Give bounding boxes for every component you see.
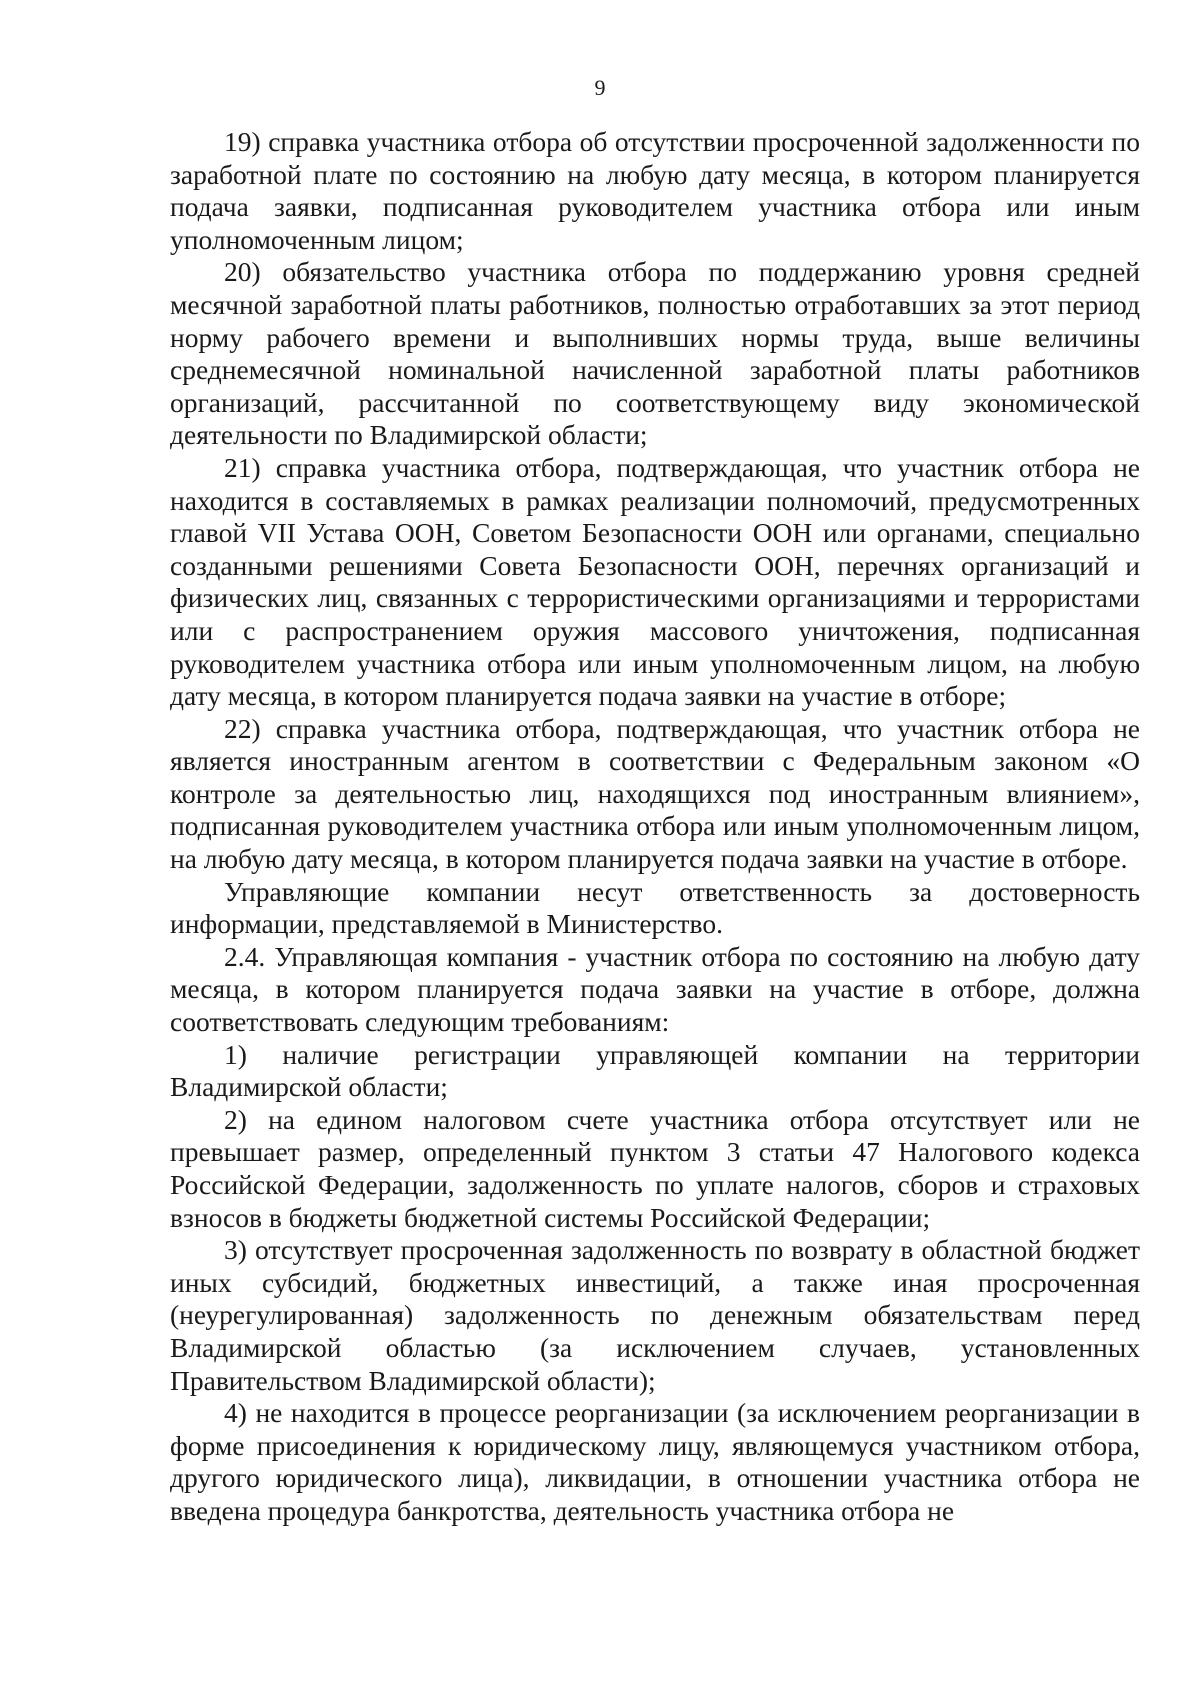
paragraph-item-21: 21) справка участника отбора, подтверждающая, что участник отбора не находится в составляемых в рамках реализации полномочий, предусмотренных главой VII Устава ООН, Советом Безопасности ООН или органами, специально созданными решениями Совета Безопасности ООН, перечнях организаций и физических лиц, связанных с террористическими организациями и террористами или с распространением оружия массового уничтожения, подписанная руководителем участника отбора или иным уполномоченным лицом, на любую дату месяца, в котором планируется подача заявки на участие в отборе; <box>170 451 1140 712</box>
paragraph-item-19: 19) справка участника отбора об отсутствии просроченной задолженности по заработной плате по состоянию на любую дату месяца, в котором планируется подача заявки, подписанная руководителем участника отбора или иным уполномоченным лицом; <box>170 126 1140 255</box>
paragraph-requirement-4: 4) не находится в процессе реорганизации (за исключением реорганизации в форме присоединения к юридическому лицу, являющемуся участником отбора, другого юридического лица), ликвидации, в отношении участника отбора не введена процедура банкротства, деятельность участника отбора не <box>170 1397 1140 1526</box>
paragraph-requirement-3: 3) отсутствует просроченная задолженность по возврату в областной бюджет иных субсидий, бюджетных инвестиций, а также иная просроченная (неурегулированная) задолженность по денежным обязательствам перед Владимирской областью (за исключением случаев, установленных Правительством Владимирской области); <box>170 1234 1140 1396</box>
paragraph-section-2-4: 2.4. Управляющая компания - участник отбора по состоянию на любую дату месяца, в котором планируется подача заявки на участие в отборе, должна соответствовать следующим требованиям: <box>170 940 1140 1038</box>
paragraph-requirement-1: 1) наличие регистрации управляющей компании на территории Владимирской области; <box>170 1038 1140 1103</box>
page-number: 9 <box>594 75 606 100</box>
paragraph-item-20: 20) обязательство участника отбора по поддержанию уровня средней месячной заработной платы работников, полностью отработавших за этот период норму рабочего времени и выполнивших нормы труда, выше величины среднемесячной номинальной начисленной заработной платы работников организаций, рассчитанной по соответствующему виду экономической деятельности по Владимирской области; <box>170 256 1140 451</box>
paragraph-requirement-2: 2) на едином налоговом счете участника отбора отсутствует или не превышает размер, определенный пунктом 3 статьи 47 Налогового кодекса Российской Федерации, задолженность по уплате налогов, сборов и страховых взносов в бюджеты бюджетной системы Российской Федерации; <box>170 1103 1140 1233</box>
paragraph-responsibility: Управляющие компании несут ответственность за достоверность информации, представляемой в Министерство. <box>170 875 1140 940</box>
paragraph-item-22: 22) справка участника отбора, подтверждающая, что участник отбора не является иностранным агентом в соответствии с Федеральным законом «О контроле за деятельностью лиц, находящихся под иностранным влиянием», подписанная руководителем участника отбора или иным уполномоченным лицом, на любую дату месяца, в котором планируется подача заявки на участие в отборе. <box>170 712 1140 875</box>
document-body <box>170 126 1140 1528</box>
